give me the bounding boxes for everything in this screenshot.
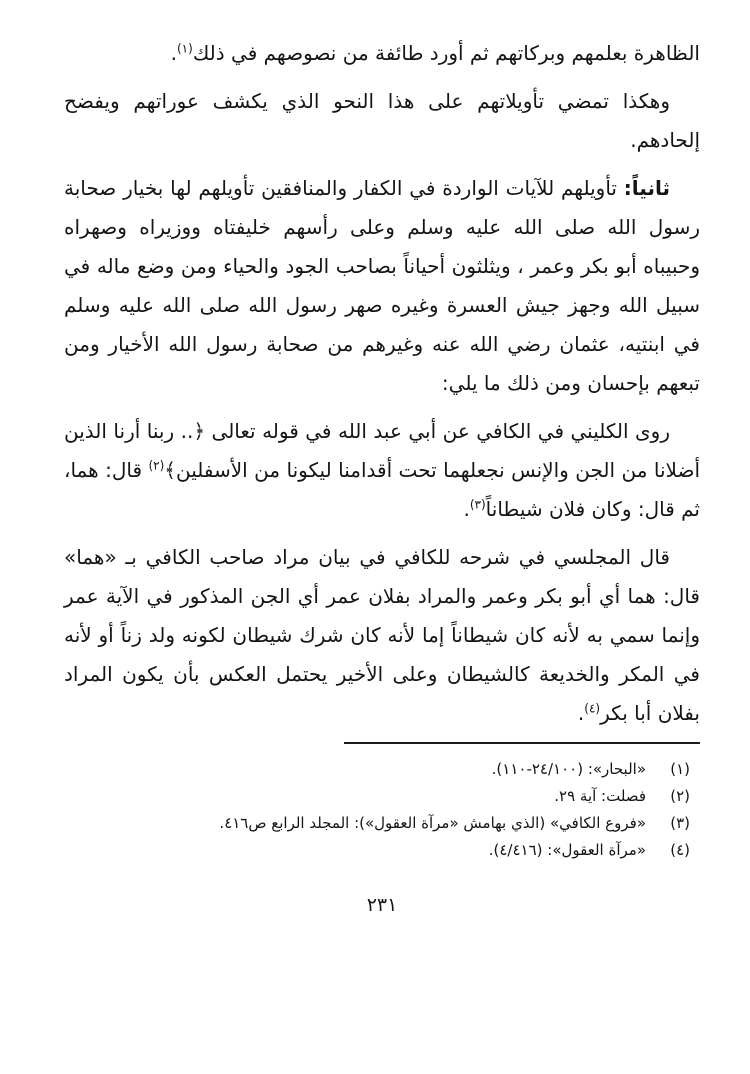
paragraph-text: تأويلهم للآيات الواردة في الكفار والمنافقين تأويلهم لها بخيار صحابة رسول الله صلى الله عليه وسلم وعلى رأسهم خليفتاه ووزيراه وصهراه وحبيباه أبو بكر وعمر ، ويثلثون أحياناً بصاحب الجود والحياء ومن وضع ماله في سبيل الله وجهز جيش العسرة وغيره صهر رسول الله صلى الله عليه وسلم في ابنتيه، عثمان رضي الله عنه وغيرهم من صحابة رسول الله الأخيار ومن تبعهم بإحسان ومن ذلك ما يلي: <box>64 176 700 395</box>
paragraph-text: قال: هما، ثم قال: وكان فلان شيطاناً <box>64 458 700 521</box>
body-text <box>64 34 700 733</box>
paragraph-text: قال المجلسي في شرحه للكافي في بيان مراد صاحب الكافي بـ «هما» قال: هما أي أبو بكر وعمر والمراد بفلان عمر أي الجن المذكور في الآية عمر وإنما سمي به لأنه كان شيطاناً إما لأنه كان شرك شيطان لكونه ولد زناً أو لأنه في المكر والخديعة كالشيطان وعلى الأخير يحتمل العكس بأن يكون المراد بفلان أبا بكر <box>64 545 700 725</box>
footnote-number: (٤) <box>670 841 690 859</box>
footnote-ref-1: (١) <box>176 41 193 56</box>
footnote-number: (٣) <box>670 814 690 832</box>
paragraph-continuation <box>64 34 700 73</box>
footnote-item-3 <box>130 810 690 837</box>
paragraph-conclusion <box>64 82 700 160</box>
footnote-separator <box>344 742 700 744</box>
paragraph-majlisi-commentary <box>64 538 700 733</box>
paragraph-kafi-narration <box>64 412 700 529</box>
sentence-period: . <box>463 497 470 521</box>
footnote-item-4 <box>130 837 690 864</box>
footnote-text: «مرآة العقول»: (٤/٤١٦). <box>488 841 646 859</box>
paragraph-text: روى الكليني في الكافي عن أبي عبد الله في قوله تعالى <box>205 419 670 443</box>
footnote-number: (٢) <box>670 787 690 805</box>
footnote-item-1 <box>130 756 690 783</box>
footnote-item-2 <box>130 783 690 810</box>
sentence-period: . <box>577 701 585 725</box>
footnote-text: «فروع الكافي» (الذي بهامش «مرآة العقول»): المجلد الرابع ص٤١٦. <box>219 814 646 832</box>
quran-verse: ﴿.. ربنا أرنا الذين أضلانا من الجن والإنس نجعلهما تحت أقدامنا ليكونا من الأسفلين﴾ <box>64 419 700 482</box>
sentence-period: . <box>170 41 177 65</box>
footnote-text: فصلت: آية ٢٩. <box>554 787 646 805</box>
footnote-ref-2: (٢) <box>148 458 165 473</box>
page-number: ٢٣١ <box>366 894 398 916</box>
footnote-text: «البحار»: (٢٤/١٠٠-١١٠). <box>491 760 646 778</box>
paragraph-secondly <box>64 169 700 403</box>
footnote-ref-3: (٣) <box>469 497 486 512</box>
section-label-secondly: ثانياً: <box>623 176 670 200</box>
paragraph-text: الظاهرة بعلمهم وبركاتهم ثم أورد طائفة من نصوصهم في ذلك <box>192 41 700 65</box>
footnotes-section <box>130 756 690 864</box>
footnote-ref-4: (٤) <box>584 701 601 716</box>
paragraph-text: وهكذا تمضي تأويلاتهم على هذا النحو الذي يكشف عوراتهم ويفضح إلحادهم. <box>64 89 700 152</box>
footnote-number: (١) <box>670 760 690 778</box>
